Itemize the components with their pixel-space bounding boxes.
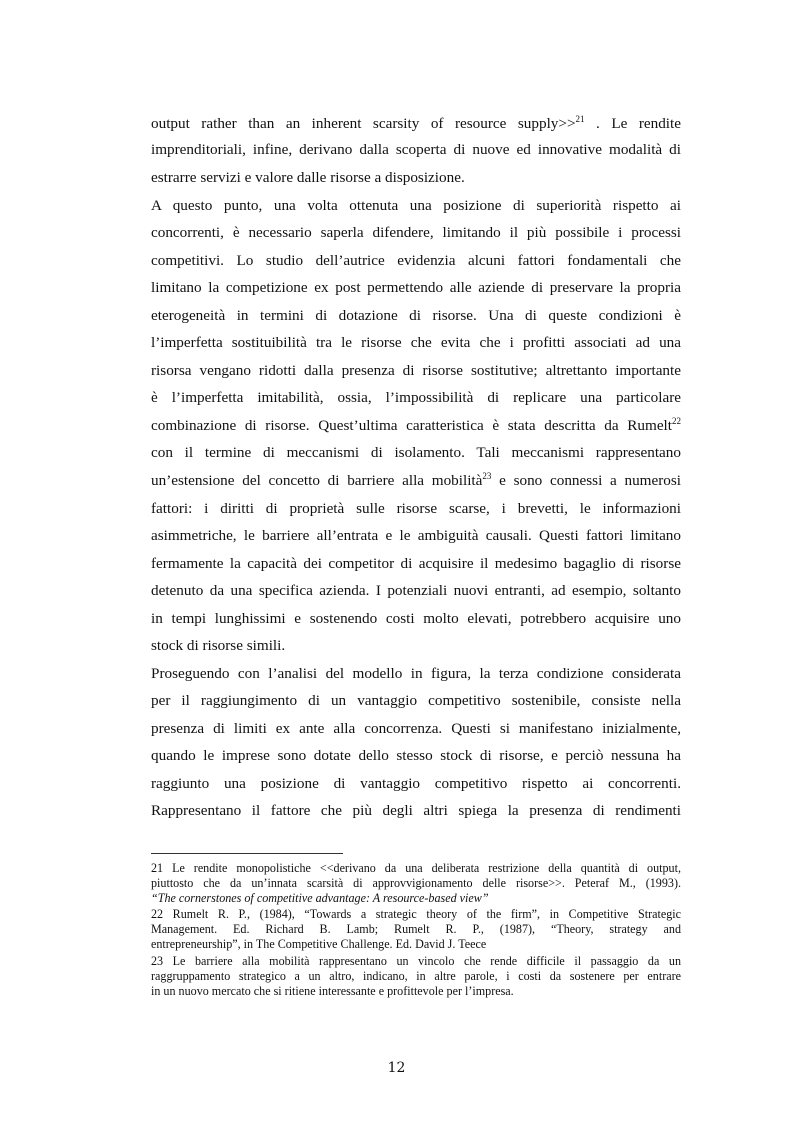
footnote-line: in un nuovo mercato che si ritiene interessante e profittevole per l’impresa. [151,984,514,998]
footnote-ref-22: 22 [672,416,681,426]
footnote-line: piuttosto che da un’innata scarsità di approvvigionamento delle risorse>>. Peteraf M., (1993). [151,876,681,890]
body-line: stock di risorse simili. [151,637,286,654]
body-line: concorrenti, è necessario saperla difendere, limitando il più possibile i processi [151,224,681,241]
body-line: eterogeneità in termini di dotazione di risorse. Una di queste condizioni è [151,307,681,324]
body-line: fattori: i diritti di proprietà sulle risorse scarse, i brevetti, le informazioni [151,500,681,517]
page-number: 12 [387,1060,406,1076]
body-line: Rappresentano il fattore che più degli altri spiega la presenza di rendimenti [151,802,681,819]
body-line: competitivi. Lo studio dell’autrice evidenzia alcuni fattori fondamentali che [151,252,681,269]
body-line: in tempi lunghissimi e sostenendo costi molto elevati, potrebbero acquisire uno [151,610,681,627]
body-line: output rather than an inherent scarsity of resource supply>>$^{21}$ . Le rendite [151,114,681,132]
footnote-number: 21 [151,861,164,875]
footnote-line: entrepreneurship”, in The Competitive Challenge. Ed. David J. Teece [151,937,487,951]
body-line: imprenditoriali, infine, derivano dalla scoperta di nuove ed innovative modalità di [151,141,681,158]
body-line: l’imperfetta sostituibilità tra le risorse che evita che i profitti associati ad una [151,334,681,351]
body-line: risorsa vengano ridotti dalla presenza di risorse sostitutive; altrettanto importante [151,362,681,379]
footnote-line: “The cornerstones of competitive advantage: A resource-based view” [151,891,489,905]
body-line: raggiunto una posizione di vantaggio competitivo rispetto ai concorrenti. [151,775,681,792]
body-line: limitano la competizione ex post permettendo alle aziende di preservare la propria [151,279,681,296]
footnote-line: 23 Le barriere alla mobilità rappresentano un vincolo che rende difficile il passaggio da un [151,954,681,968]
footnote-ref-23: 23 [482,471,492,481]
body-line: presenza di limiti ex ante alla concorrenza. Questi si manifestano inizialmente, [151,720,681,737]
body-line: quando le imprese sono dotate dello stesso stock di risorse, e perciò nessuna ha [151,747,681,764]
footnote-line: raggruppamento strategico a un altro, indicano, in altre parole, i costi da sostenere per entrare [151,969,681,983]
footnote-line: Management. Ed. Richard B. Lamb; Rumelt R. P., (1987), “Theory, strategy and [151,922,681,936]
footnote-separator [151,853,343,854]
body-line: Proseguendo con l’analisi del modello in figura, la terza condizione considerata [151,665,681,682]
body-line: è l’imperfetta imitabilità, ossia, l’impossibilità di replicare una particolare [151,389,681,406]
body-line: con il termine di meccanismi di isolamento. Tali meccanismi rappresentano [151,444,681,461]
body-line: detenuto da una specifica azienda. I potenziali nuovi entranti, ad esempio, soltanto [151,582,681,599]
footnote-number: 22 [151,907,164,921]
footnote-line: 21 Le rendite monopolistiche <<derivano da una deliberata restrizione della quantità di output, [151,861,681,875]
footnote-number: 23 [151,954,164,968]
body-line: un’estensione del concetto di barriere alla mobilità$^{23}$ e sono connessi a numerosi [151,471,682,489]
body-line: per il raggiungimento di un vantaggio competitivo sostenibile, consiste nella [151,692,681,709]
body-line: combinazione di risorse. Quest’ultima caratteristica è stata descritta da Rumelt$^{22}$ [151,416,681,434]
body-line: asimmetriche, le barriere all’entrata e le ambiguità causali. Questi fattori limitano [151,527,681,544]
footnote-line: 22 Rumelt R. P., (1984), “Towards a strategic theory of the firm”, in Competitive Strategic [151,907,681,921]
footnote-ref-21: 21 [575,114,585,124]
body-line: A questo punto, una volta ottenuta una posizione di superiorità rispetto ai [151,197,681,214]
body-line: estrarre servizi e valore dalle risorse a disposizione. [151,169,465,186]
body-line: fermamente la capacità dei competitor di acquisire il medesimo bagaglio di risorse [151,555,681,572]
